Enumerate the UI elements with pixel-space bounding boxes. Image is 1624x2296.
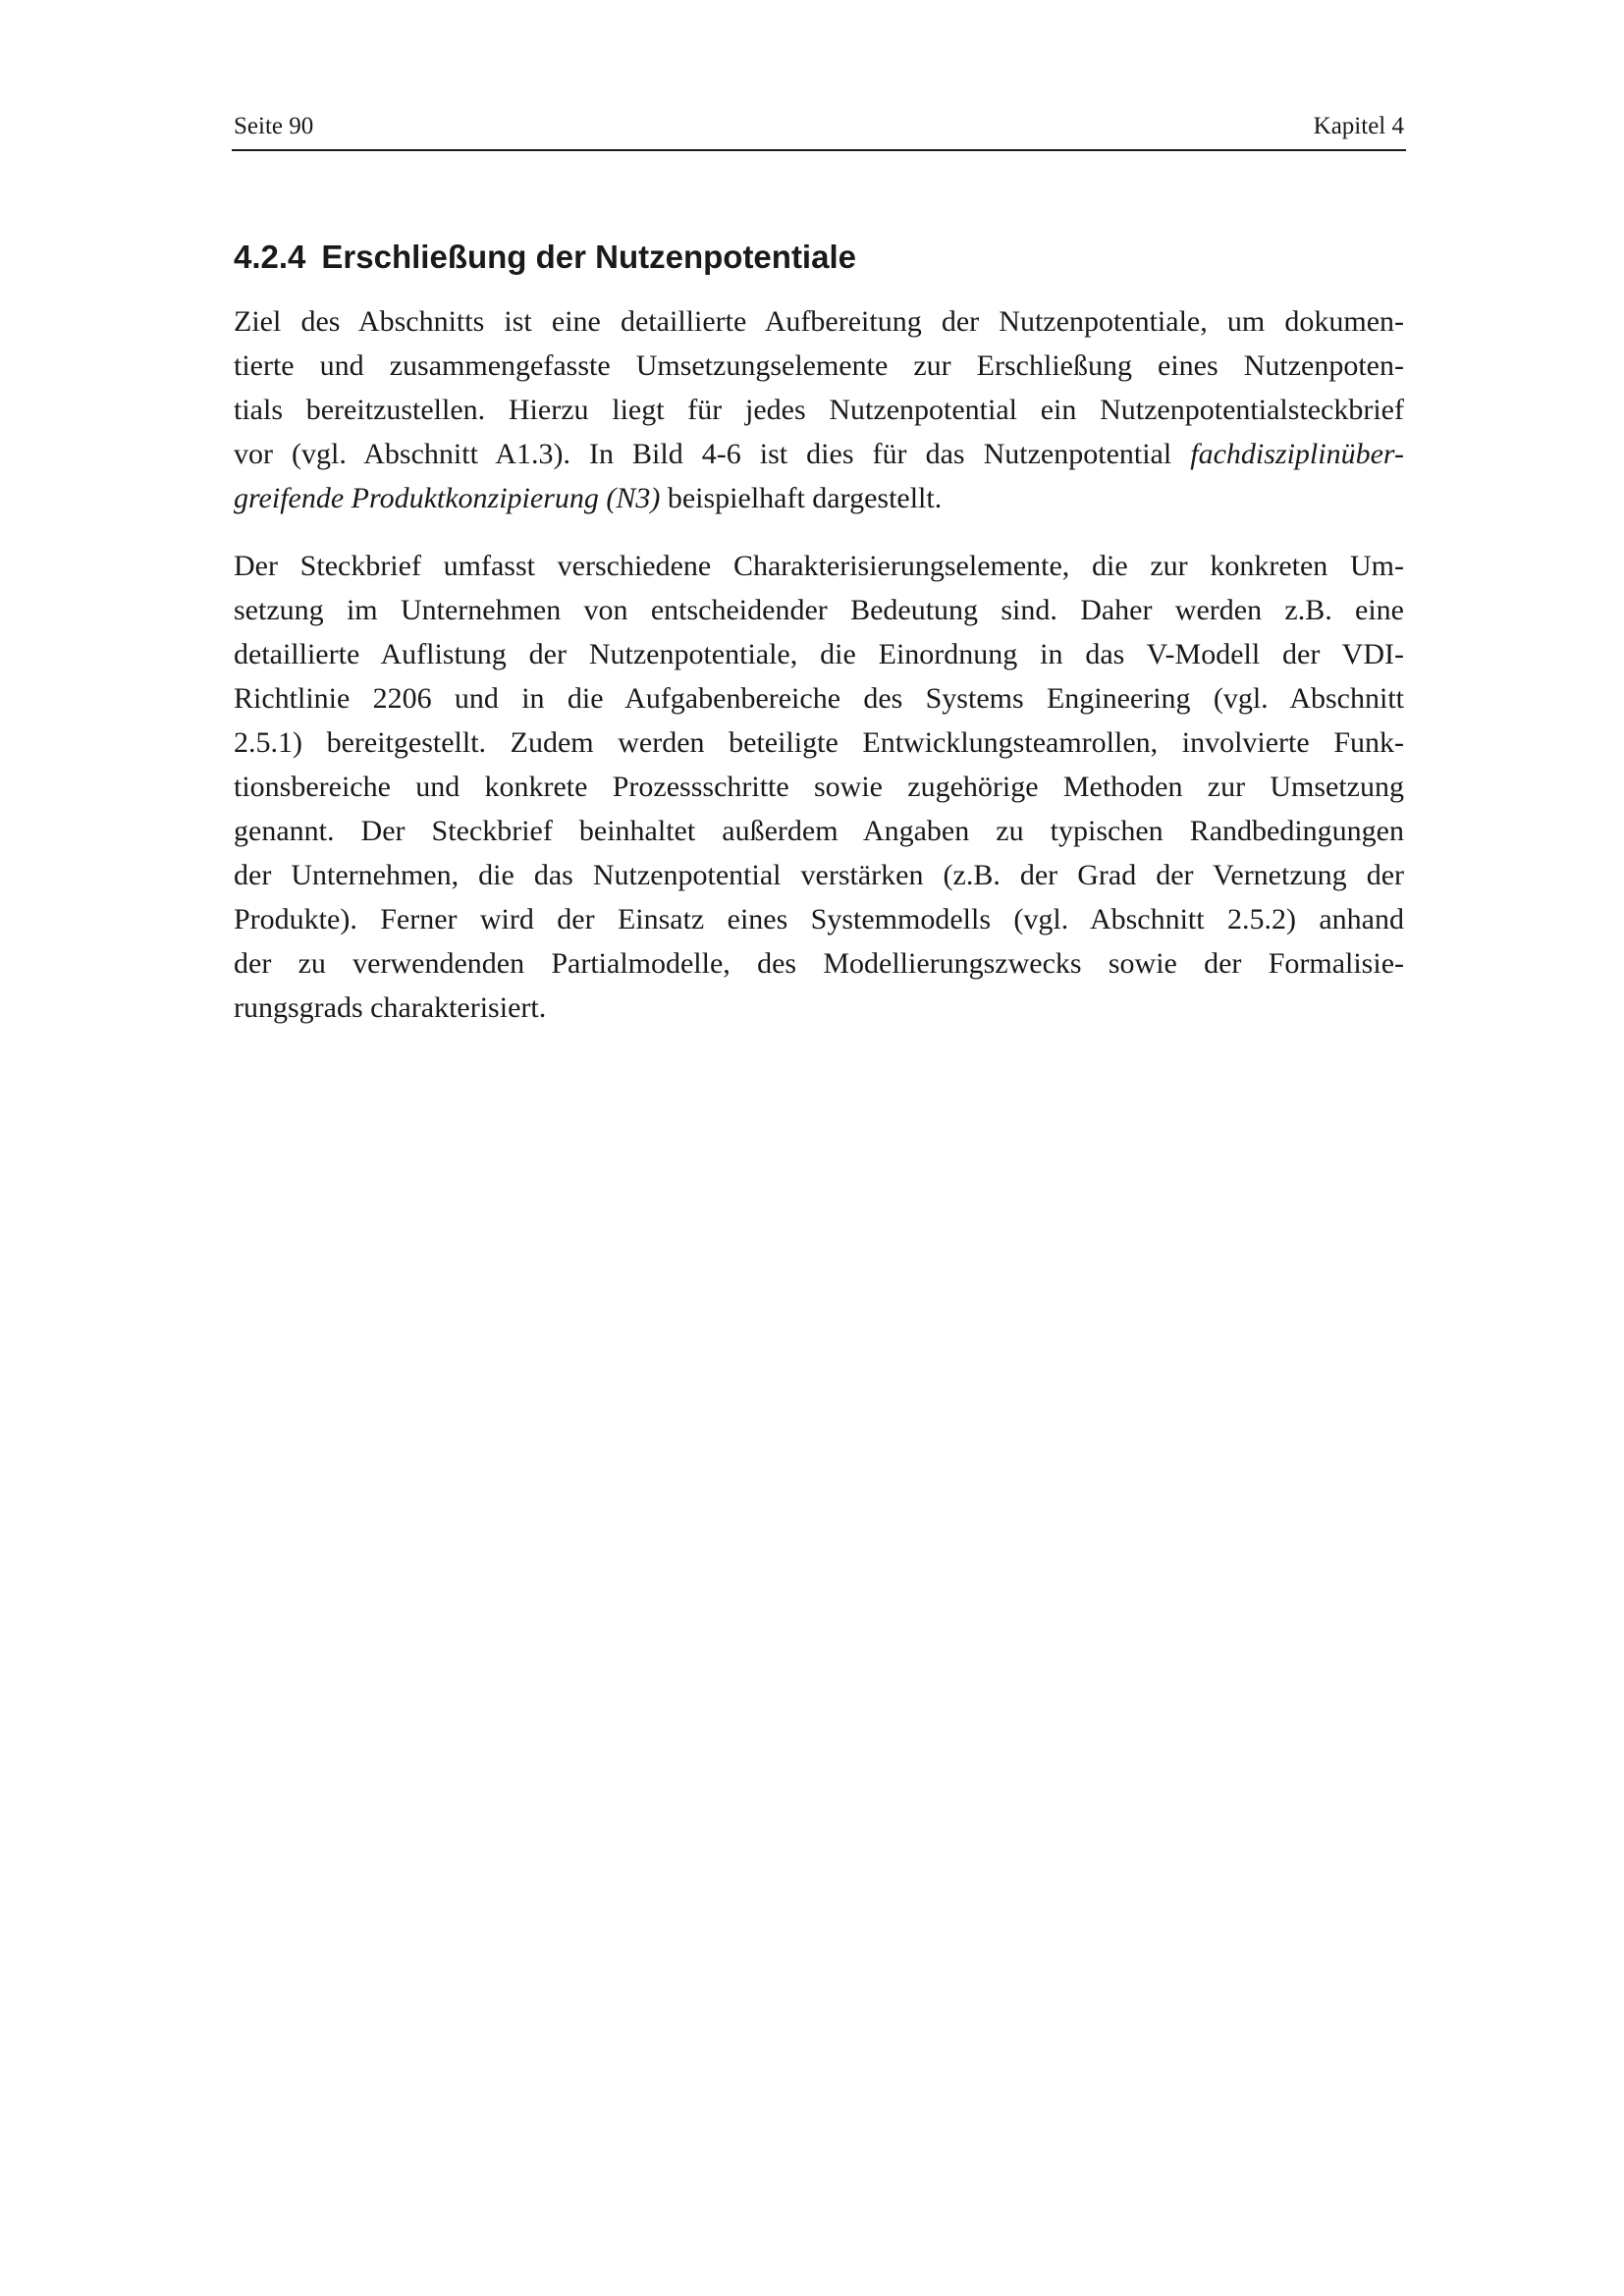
page-header xyxy=(232,106,1406,151)
text-line: 2.5.1) bereitgestellt. Zudem werden beteiligte Entwicklungsteamrollen, involvierte Funk- xyxy=(234,726,1404,759)
text-line: setzung im Unternehmen von entscheidender Bedeutung sind. Daher werden z.B. eine xyxy=(234,594,1404,626)
text-segment: vor (vgl. Abschnitt A1.3). In Bild 4-6 ist dies für das Nutzenpotential xyxy=(234,438,1191,470)
text-line: genannt. Der Steckbrief beinhaltet außerdem Angaben zu typischen Randbedingungen xyxy=(234,815,1404,847)
italic-term: greifende Produktkonzipierung (N3) xyxy=(234,482,661,514)
text-line xyxy=(234,432,1404,476)
text-line: der Unternehmen, die das Nutzenpotential verstärken (z.B. der Grad der Vernetzung der xyxy=(234,859,1404,891)
chapter-label: Kapitel 4 xyxy=(1313,113,1404,139)
section-number: 4.2.4 xyxy=(234,239,306,275)
text-line: der zu verwendenden Partialmodelle, des Modellierungszwecks sowie der Formalisie- xyxy=(234,947,1404,980)
section-heading xyxy=(234,238,856,277)
text-line: tierte und zusammengefasste Umsetzungselemente zur Erschließung eines Nutzenpoten- xyxy=(234,349,1404,382)
section-title: Erschließung der Nutzenpotentiale xyxy=(321,239,856,275)
italic-term: fachdisziplinüber- xyxy=(1190,438,1404,470)
text-line: Produkte). Ferner wird der Einsatz eines Systemmodells (vgl. Abschnitt 2.5.2) anhand xyxy=(234,903,1404,935)
paragraph-1 xyxy=(234,299,1404,520)
text-line: tials bereitzustellen. Hierzu liegt für jedes Nutzenpotential ein Nutzenpotentialsteckbrief xyxy=(234,394,1404,426)
text-line: rungsgrads charakterisiert. xyxy=(234,991,547,1024)
text-line: Richtlinie 2206 und in die Aufgabenbereiche des Systems Engineering (vgl. Abschnitt xyxy=(234,682,1404,715)
text-line: detaillierte Auflistung der Nutzenpotentiale, die Einordnung in das V-Modell der VDI- xyxy=(234,638,1404,670)
paragraph-2 xyxy=(234,544,1404,1030)
text-line: Ziel des Abschnitts ist eine detaillierte Aufbereitung der Nutzenpotentiale, um dokumen- xyxy=(234,305,1404,338)
text-line: Der Steckbrief umfasst verschiedene Charakterisierungselemente, die zur konkreten Um- xyxy=(234,550,1404,582)
page-number: Seite 90 xyxy=(234,113,314,139)
text-line xyxy=(234,476,1404,520)
text-line: tionsbereiche und konkrete Prozessschritte sowie zugehörige Methoden zur Umsetzung xyxy=(234,771,1404,803)
text-segment: beispielhaft dargestellt. xyxy=(660,482,943,514)
